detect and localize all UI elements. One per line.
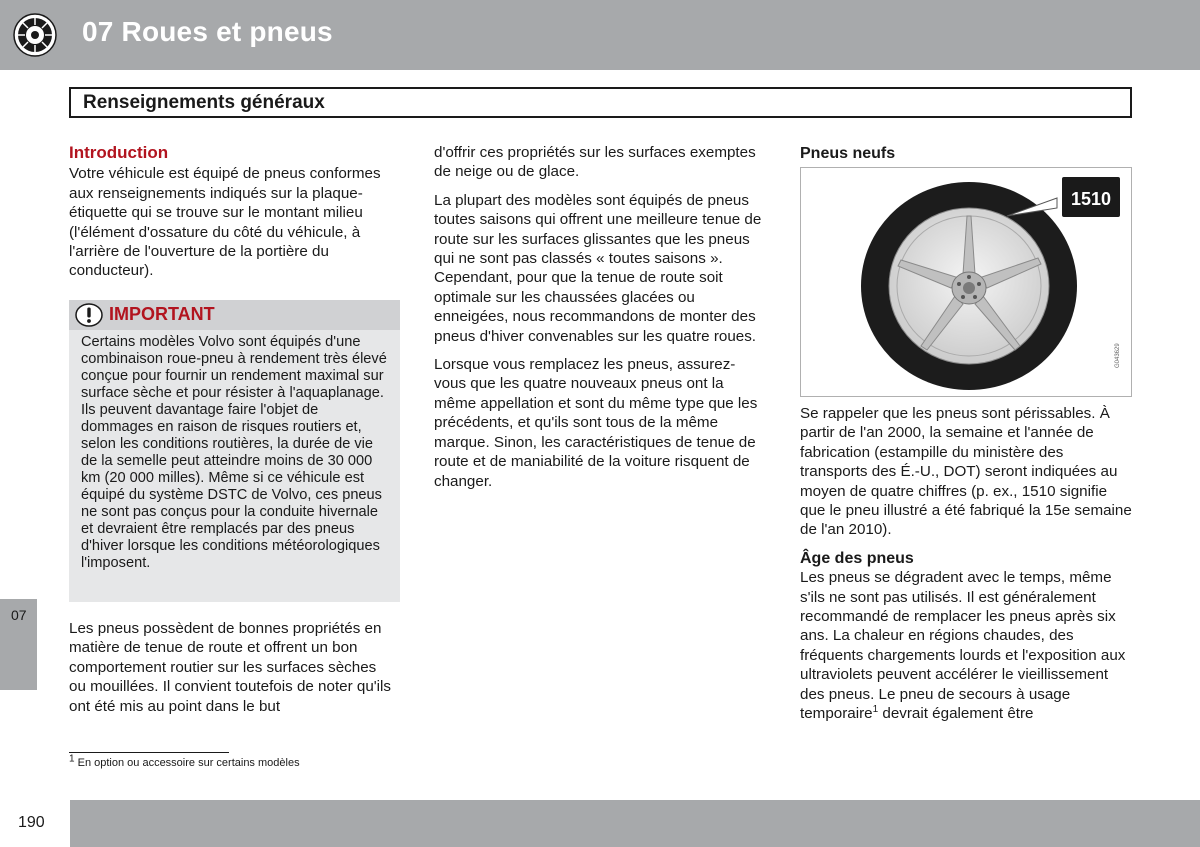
page-number: 190 <box>18 814 45 831</box>
column-2 <box>434 143 764 500</box>
footnote-rule <box>69 752 229 753</box>
col2-paragraph-2: La plupart des modèles sont équipés de pneus toutes saisons qui offrent une meilleure tenue de route sur les surfaces glissantes que les pneus qui ne sont pas classés « toutes saisons ». Cependant, pour que la tenue de route soit optimale sur les chaussées glacées ou enneigées, nous recommandons de monter des pneus d'hiver convenables sur les quatre roues. <box>434 191 762 345</box>
important-box <box>69 300 400 602</box>
date-code-label: 1510 <box>1070 189 1112 209</box>
chapter-tab-label: 07 <box>11 607 27 623</box>
column-1-lower <box>69 619 394 725</box>
column-1 <box>69 143 394 290</box>
column-3-heading <box>800 144 1130 167</box>
col2-paragraph-3: Lorsque vous remplacez les pneus, assurez-vous que les quatre nouveaux pneus ont la même appellation et sont du même type que les précédents, et qu'ils sont tous de la même marque. Sinon, les caractéristiques de tenue de route et de maniabilité de la voiture risquent de changer. <box>434 356 758 490</box>
footnote-text: En option ou accessoire sur certains modèles <box>74 757 300 769</box>
chapter-title: 07 Roues et pneus <box>82 16 333 47</box>
tire-properties-paragraph: Les pneus possèdent de bonnes propriétés en matière de tenue de route et offrent un bon comportement routier sur les surfaces sèches ou mouillées. Il convient toutefois de noter qu'ils ont été mis au point dans le but <box>69 620 392 715</box>
chapter-icon-box <box>0 0 70 70</box>
column-3 <box>800 404 1132 733</box>
important-text: Certains modèles Volvo sont équipés d'une combinaison roue-pneu à rendement très élevé conçue pour fournir un rendement maximal sur surface sèche et pour résister à l'aquaplanage. Ils peuvent davantage faire l'objet de dommages en raison de risques routiers et, selon les conditions routières, la durée de vie de la semelle peut atteindre moins de 30 000 km (20 000 milles). Même si ce véhicule est équipé du système DSTC de Volvo, ces pneus ne sont pas conçus pour la conduite hivernale et devraient être remplacés par des pneus d'hiver lorsque les conditions météorologiques l'imposent. <box>81 334 387 571</box>
figure-id: G043629 <box>1115 343 1121 368</box>
footnote <box>69 753 300 769</box>
tire-illustration <box>801 168 1131 396</box>
intro-heading: Introduction <box>69 143 169 162</box>
tire-figure <box>800 167 1132 397</box>
tire-age-heading: Âge des pneus <box>800 549 914 567</box>
section-title-box <box>69 87 1132 118</box>
col3-paragraph-1: Se rappeler que les pneus sont périssables. À partir de l'an 2000, la semaine et l'année de fabrication (estampille du ministère des transports des É.-U., DOT) seront indiquées au moyen de quatre chiffres (p. ex., 1510 signifie que le pneu illustré a été fabriqué la 15e semaine de l'an 2010). <box>800 405 1132 539</box>
warning-icon <box>75 303 103 327</box>
footnote-marker: 1 <box>69 753 75 765</box>
col3-paragraph-2-end: devrait également être <box>878 705 1034 723</box>
col2-paragraph-1: d'offrir ces propriétés sur les surfaces exemptes de neige ou de glace. <box>434 144 756 181</box>
intro-paragraph: Votre véhicule est équipé de pneus conformes aux renseignements indiqués sur la plaque-étiquette qui se trouve sur le montant milieu (l'élément d'ossature du côté du véhicule, à l'arrière de l'ouverture de la portière du conducteur). <box>69 165 381 280</box>
chapter-header <box>0 0 1200 70</box>
footer-bar <box>70 800 1200 847</box>
footnote-ref: 1 <box>872 704 879 716</box>
new-tires-heading: Pneus neufs <box>800 145 896 162</box>
important-header <box>69 300 400 330</box>
important-title: IMPORTANT <box>109 304 215 324</box>
section-title: Renseignements généraux <box>83 92 325 113</box>
tire-icon <box>13 13 57 57</box>
col3-paragraph-2: Les pneus se dégradent avec le temps, même s'ils ne sont pas utilisés. Il est généralement recommandé de remplacer les pneus après six ans. La chaleur en régions chaudes, des fréquents chargements lourds et l'exposition aux ultraviolets peuvent accélérer le vieillissement des pneus. Le pneu de secours à usage temporaire <box>800 569 1126 723</box>
